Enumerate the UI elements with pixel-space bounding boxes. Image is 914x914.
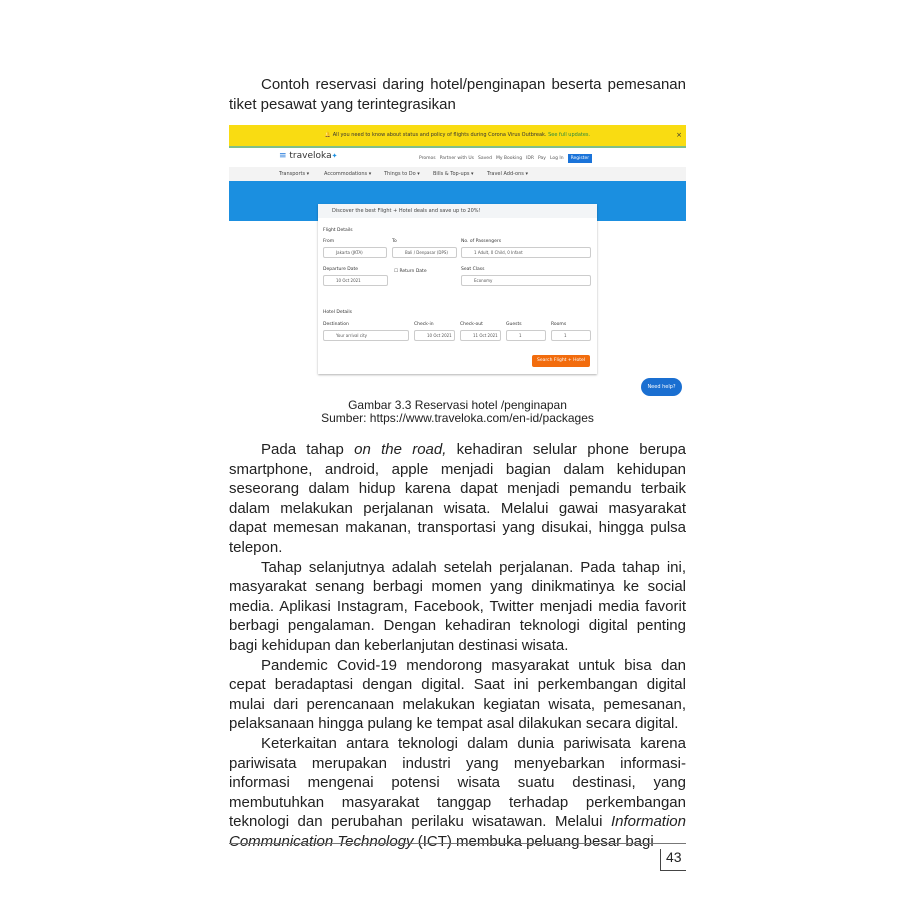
close-icon[interactable]: × [676,131,682,139]
traveloka-screenshot [229,125,686,398]
logo-text: traveloka [289,151,332,161]
return-date-checkbox[interactable]: ☐ Return Date [394,269,427,274]
destination-label: Destination [323,322,349,327]
menu-travel-addons[interactable]: Travel Add-ons ▾ [487,171,528,177]
menu-bills[interactable]: Bills & Top-ups ▾ [433,171,474,177]
logo[interactable] [279,151,337,161]
passengers-field[interactable]: 1 Adult, 0 Child, 0 Infant [461,247,591,258]
checkout-label: Check-out [460,322,483,327]
to-label: To [392,239,397,244]
deal-banner: Discover the best Flight + Hotel deals and save up to 20%! [318,204,597,218]
return-label: Return Date [399,269,427,274]
figure-caption: Gambar 3.3 Reservasi hotel /penginapan [348,398,567,412]
paragraph-3: Pandemic Covid-19 mendorong masyarakat untuk bisa dan cepat beradaptasi dengan digital. Saat ini perkembangan digital mulai dari perencanaan melakukan kegiatan wisata, pemesanan, pelaksanaan hingga pulang ke tempat asal dilakukan secara digital. [229,656,686,733]
intro-paragraph: Contoh reservasi daring hotel/penginapan beserta pemesanan tiket pesawat yang terintegrasikan [229,76,686,113]
nav-login[interactable]: Log In [549,156,564,161]
register-button[interactable]: Register [568,154,593,163]
menu-icon[interactable]: ≡ [279,151,290,161]
banner-link[interactable]: See full updates. [548,132,591,138]
rooms-select[interactable]: 1 [551,330,591,341]
checkout-field[interactable]: 11 Oct 2021 [460,330,501,341]
paragraph-2: Tahap selanjutnya adalah setelah perjalanan. Pada tahap ini, masyarakat senang berbagi momen yang dinikmatinya ke social media. Aplikasi Instagram, Facebook, Twitter menjadi media favorit berbagi pengalaman. Dengan kehadiran teknologi digital penting bagi kehidupan dan keberlanjutan destinasi wisata. [229,558,686,654]
nav-my-booking[interactable]: My Booking [495,156,523,161]
top-nav [229,148,686,167]
flight-hotel-form [318,204,597,374]
departure-label: Departure Date [323,267,359,272]
flight-details-title: Flight Details [323,228,353,233]
bird-icon: ✦ [331,152,338,160]
guests-label: Guests [506,322,522,327]
menu-accommodations[interactable]: Accommodations ▾ [324,171,372,177]
destination-field[interactable]: Your arrival city [323,330,409,341]
nav-partner[interactable]: Partner with Us [439,156,475,161]
passengers-label: No. of Passengers [461,239,502,244]
body-text [229,440,686,851]
hotel-details-title: Hotel Details [323,310,352,315]
from-label: From [323,239,335,244]
paragraph-4: Keterkaitan antara teknologi dalam dunia pariwisata karena pariwisata merupakan industri yang menyebarkan informasi-informasi mengenai potensi wisata suatu destinasi, yang membutuhkan masyarakat tanggap terhadap perkembangan teknologi dan perubahan perilaku wisatawan. Melalui Information Communication Technology (ICT) membuka peluang besar bagi [229,734,686,850]
nav-pay[interactable]: Pay [538,156,546,161]
guests-select[interactable]: 1 [506,330,546,341]
checkin-field[interactable]: 10 Oct 2021 [414,330,455,341]
menu-things-to-do[interactable]: Things to Do ▾ [384,171,420,177]
from-field[interactable]: Jakarta (JKTA) [323,247,387,258]
nav-currency[interactable]: IDR [526,156,534,161]
rooms-label: Rooms [551,322,567,327]
need-help-button[interactable]: Need help? [641,378,682,396]
footer-rule [229,843,686,844]
page-number: 43 [660,849,686,871]
category-menu [229,167,686,181]
announcement-banner [229,125,686,148]
departure-field[interactable]: 10 Oct 2021 [323,275,388,286]
to-field[interactable]: Bali / Denpasar (DPS) [392,247,457,258]
nav-saved[interactable]: Saved [478,156,492,161]
menu-transports[interactable]: Transports ▾ [279,171,310,177]
figure-source: Sumber: https://www.traveloka.com/en-id/packages [321,411,594,425]
paragraph-1: Pada tahap on the road, kehadiran selular phone berupa smartphone, android, apple menjadi bagian dalam kehidupan seseorang dalam hidup karena dapat menjadi pemandu terbaik dalam melakukan perjalanan wisata. Melalui gawai masyarakat dapat memesan makanan, transportasi yang disukai, hingga pulsa telepon. [229,441,686,556]
seat-class-label: Seat Class [461,267,485,272]
nav-promos[interactable]: Promos [419,156,436,161]
search-flight-hotel-button[interactable]: Search Flight + Hotel [532,355,590,367]
banner-text: All you need to know about status and policy of flights during Corona Virus Outbreak. [332,132,547,138]
seat-class-field[interactable]: Economy [461,275,591,286]
bell-icon: 🔔 [324,132,332,138]
checkin-label: Check-in [414,322,434,327]
